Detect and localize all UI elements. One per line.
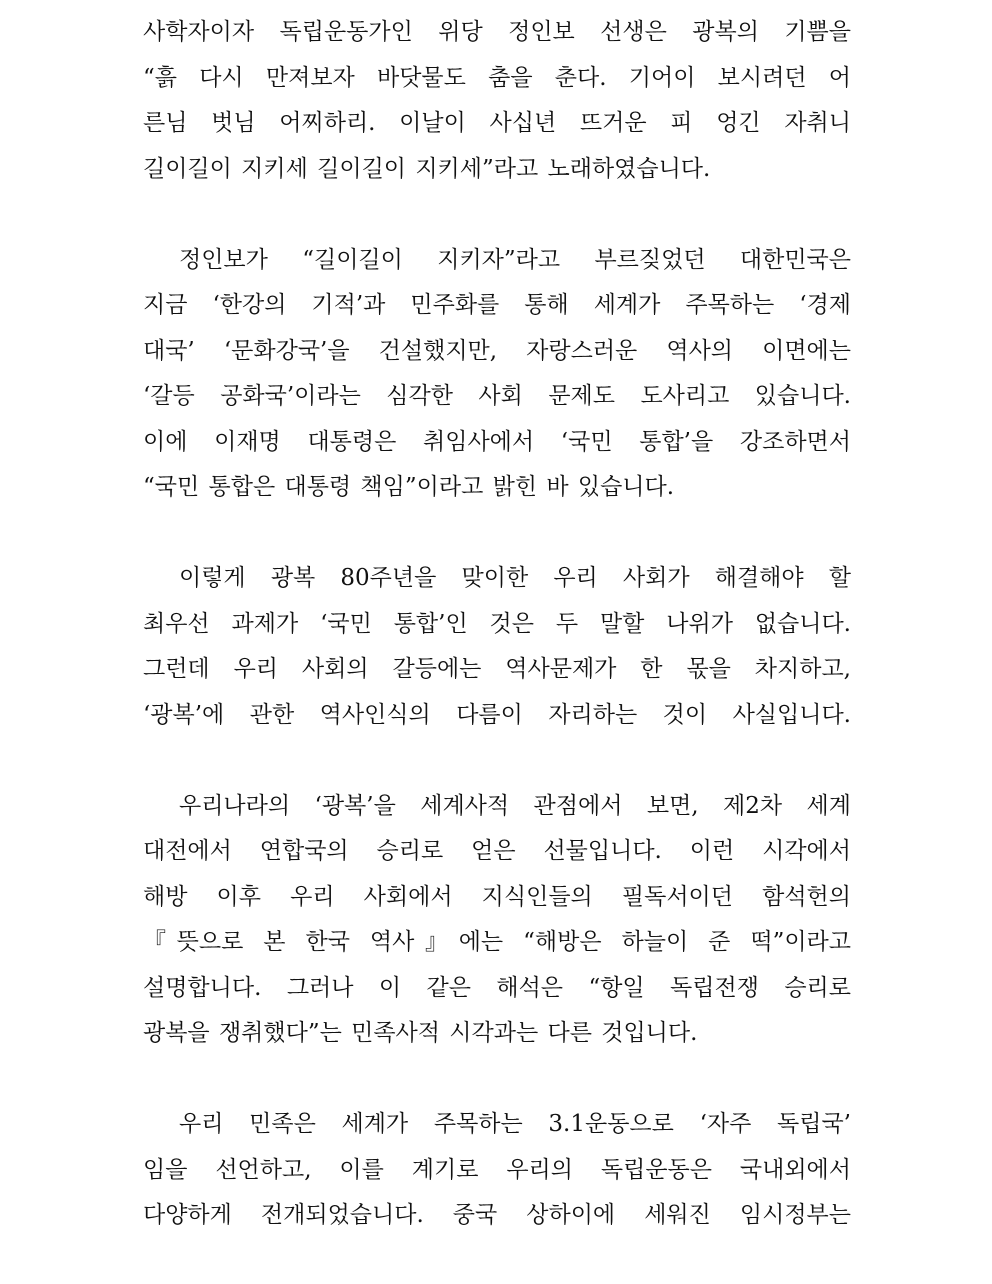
text-line: 이렇게 광복 80주년을 맞이한 우리 사회가 해결해야 할 [179, 565, 851, 591]
paragraph-2 [143, 238, 851, 511]
text-line: 정인보가 “길이길이 지키자”라고 부르짖었던 대한민국은 [179, 246, 851, 273]
text-line: “국민 통합은 대통령 책임”이라고 밝힌 바 있습니다. [143, 474, 675, 500]
text-line: 이에 이재명 대통령은 취임사에서 ‘국민 통합’을 강조하면서 [143, 428, 851, 455]
text-line: 대전에서 연합국의 승리로 얻은 선물입니다. 이런 시각에서 [143, 838, 851, 864]
paragraph-3 [143, 556, 851, 738]
text-line: 우리나라의 ‘광복’을 세계사적 관점에서 보면, 제2차 세계 [179, 792, 851, 819]
text-line: 대국’ ‘문화강국’을 건설했지만, 자랑스러운 역사의 이면에는 [143, 337, 851, 364]
text-line: 그런데 우리 사회의 갈등에는 역사문제가 한 몫을 차지하고, [143, 656, 851, 682]
text-line: 우리 민족은 세계가 주목하는 3.1운동으로 ‘자주 독립국’ [179, 1111, 851, 1137]
text-line: ‘광복’에 관한 역사인식의 다름이 자리하는 것이 사실입니다. [143, 701, 851, 728]
text-line: 지금 ‘한강의 기적’과 민주화를 통해 세계가 주목하는 ‘경제 [143, 292, 851, 318]
text-line: ‘갈등 공화국’이라는 심각한 사회 문제도 도사리고 있습니다. [143, 383, 851, 409]
text-line: 른님 벗님 어찌하리. 이날이 사십년 뜨거운 피 엉긴 자취니 [143, 110, 851, 136]
text-line: 다양하게 전개되었습니다. 중국 상하이에 세워진 임시정부는 [143, 1202, 851, 1228]
paragraph-1 [143, 10, 851, 192]
text-line: 광복을 쟁취했다”는 민족사적 시각과는 다른 것입니다. [143, 1020, 698, 1046]
text-line: 최우선 과제가 ‘국민 통합’인 것은 두 말할 나위가 없습니다. [143, 610, 851, 637]
text-line: “흙 다시 만져보자 바닷물도 춤을 춘다. 기어이 보시려던 어 [143, 64, 851, 91]
text-line: 해방 이후 우리 사회에서 지식인들의 필독서이던 함석헌의 [143, 883, 851, 910]
text-line: 사학자이자 독립운동가인 위당 정인보 선생은 광복의 기쁨을 [143, 19, 851, 45]
text-line: 『뜻으로 본 한국 역사』에는 “해방은 하늘이 준 떡”이라고 [143, 929, 851, 955]
paragraph-5 [143, 1102, 851, 1239]
text-line: 길이길이 지키세 길이길이 지키세”라고 노래하였습니다. [143, 155, 711, 182]
text-line: 임을 선언하고, 이를 계기로 우리의 독립운동은 국내외에서 [143, 1156, 851, 1183]
text-line: 설명합니다. 그러나 이 같은 해석은 “항일 독립전쟁 승리로 [143, 974, 851, 1001]
paragraph-4 [143, 784, 851, 1057]
